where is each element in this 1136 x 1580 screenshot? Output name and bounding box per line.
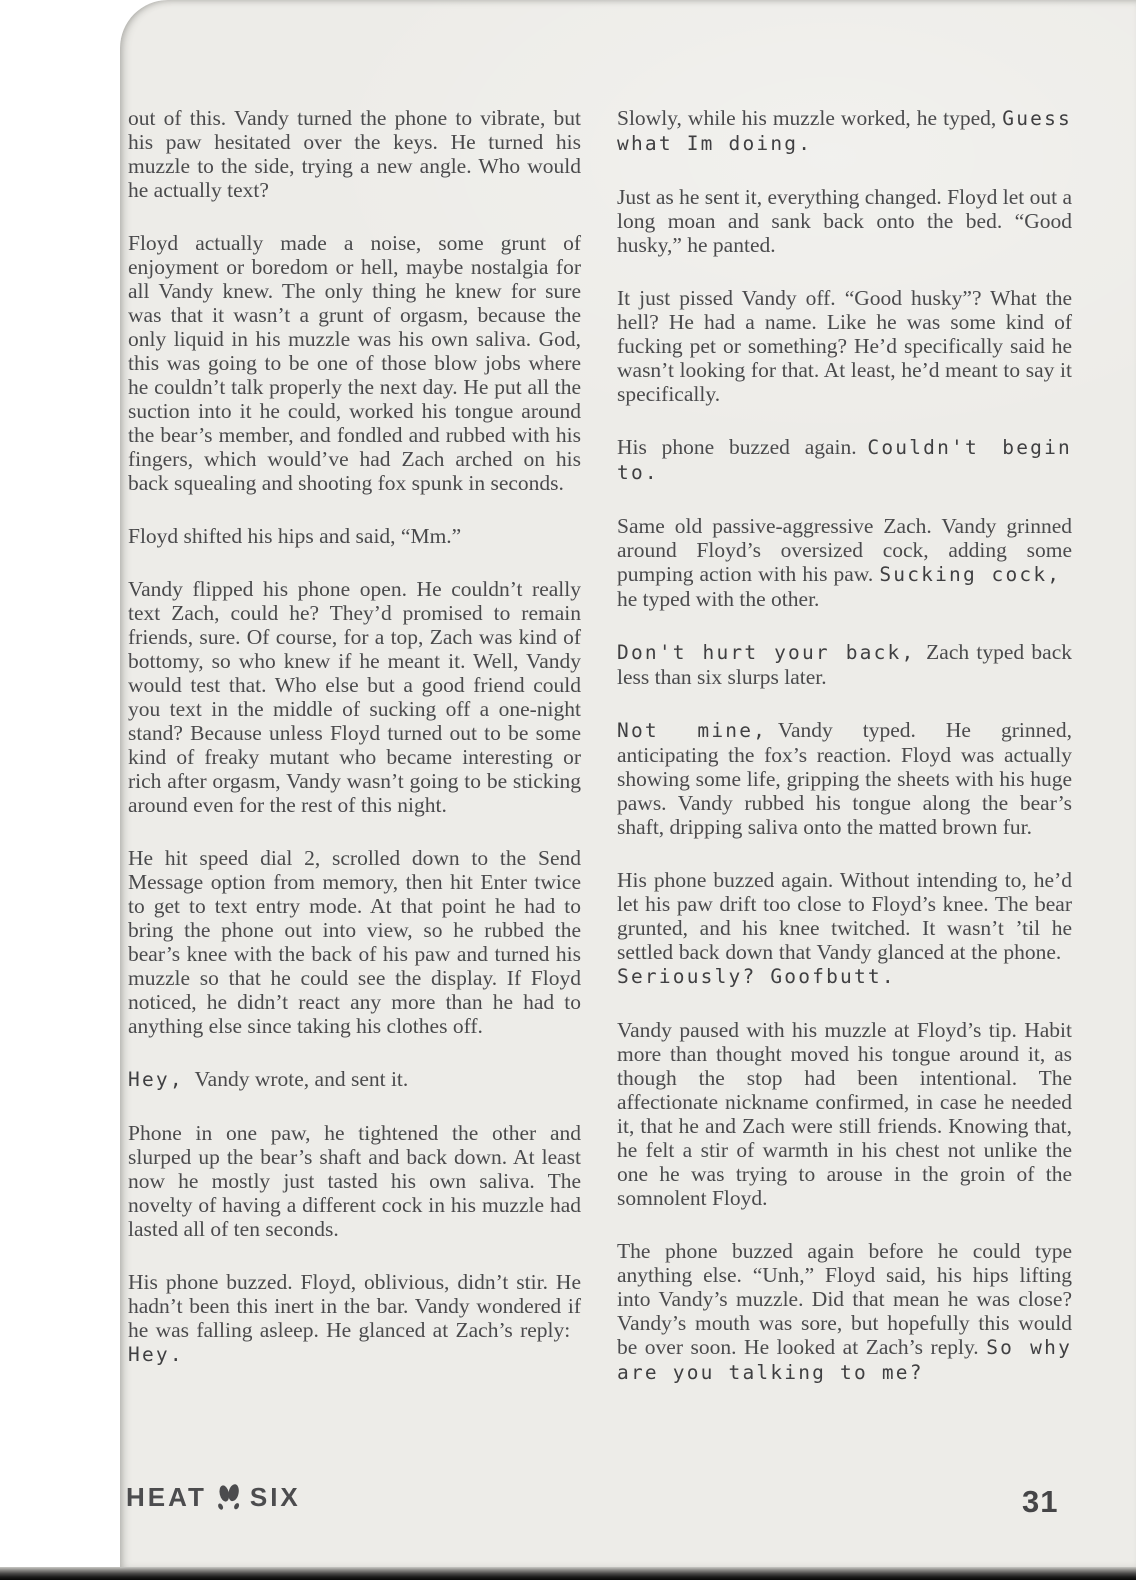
sms-text: Don't hurt your back, [617,641,916,664]
body-text: Zach typed back less than six slurps later. [617,640,1072,689]
body-text: Vandy typed. He grinned, anticipating the fox’s reaction. Floyd was actually showing some life, gripping the sheets with his huge paws. Vandy rubbed his tongue along the bear’s shaft, dripping saliva onto the matted brown fur. [617,718,1072,839]
sms-text: So why are you talking to me? [617,1336,1073,1384]
paragraph [617,435,1072,485]
paragraph [617,1239,1072,1385]
paragraph [128,1067,581,1092]
text-column-right [617,106,1072,1385]
paragraph [128,846,581,1038]
body-text: he typed with the other. [617,562,1072,611]
body-text: He hit speed dial 2, scrolled down to the Send Message option from memory, then hit Enter twice to get to text entry mode. At that point he had to bring the phone out into view, so he rubbed the bear’s knee with the back of his paw and turned his muzzle so that he could see the display. If Floyd noticed, he didn’t react any more than he had to anything else since taking his clothes off. [128,846,581,1038]
paragraph [128,1270,581,1367]
sms-text: Not mine, [617,719,768,742]
paragraph [128,106,581,202]
paragraph [617,106,1072,156]
body-text: Floyd shifted his hips and said, “Mm.” [128,524,462,548]
sms-text: Seriously? Goofbutt. [617,965,896,988]
paragraph [617,868,1072,989]
body-text: His phone buzzed. Floyd, oblivious, didn’t stir. He hadn’t been this inert in the bar. Vandy wondered if he was falling asleep. He glanced at Zach’s reply: [128,1270,581,1342]
body-text: Vandy paused with his muzzle at Floyd’s tip. Habit more than thought moved his tongue around it, as though the stop had been intentional. The affectionate nickname confirmed, in case he needed it, that he and Zach were still friends. Knowing that, he felt a stir of warmth in his chest not unlike the one he was trying to arouse in the groin of the somnolent Floyd. [617,1018,1072,1210]
paragraph [128,231,581,495]
sms-text: Hey. [128,1343,184,1366]
paragraph [617,286,1072,406]
body-text: out of this. Vandy turned the phone to vibrate, but his paw hesitated over the keys. He turned his muzzle to the side, trying a new angle. Who would he actually text? [128,106,581,202]
paragraph [128,1121,581,1241]
hoofprint-icon [216,1484,241,1511]
body-text: Floyd actually made a noise, some grunt of enjoyment or boredom or hell, maybe nostalgia for all Vandy knew. The only thing he knew for sure was that it wasn’t a grunt of orgasm, because the only liquid in his muzzle was his own saliva. God, this was going to be one of those blow jobs where he couldn’t talk properly the next day. He put all the suction into it he could, worked his tongue around the bear’s member, and fondled and rubbed with his fingers, which would’ve had Zach arched on his back squealing and shooting fox spunk in seconds. [128,231,581,495]
body-text: Vandy wrote, and sent it. [183,1067,409,1091]
paragraph [128,577,581,817]
footer-logo-six-label: SIX [249,1481,301,1512]
paragraph [617,640,1072,689]
footer-logo-heat-label: HEAT [126,1481,207,1512]
body-text: Just as he sent it, everything changed. Floyd let out a long moan and sank back onto the bed. “Good husky,” he panted. [617,185,1072,257]
body-text: Same old passive-aggressive Zach. Vandy grinned around Floyd’s oversized cock, adding some pumping action with his paw. [617,514,1072,586]
body-text: Phone in one paw, he tightened the other and slurped up the bear’s shaft and back down. At least now he mostly just tasted his own saliva. The novelty of having a different cock in his muzzle had lasted all of ten seconds. [128,1121,581,1241]
paragraph [617,514,1072,611]
footer-logo [126,1481,301,1513]
body-text: His phone buzzed again. Without intending to, he’d let his paw drift too close to Floyd’s knee. The bear grunted, and his knee twitched. It wasn’t ’til he settled back down that Vandy glanced at the phone. [617,868,1072,964]
paragraph [128,524,581,548]
sms-text: Guess what Im doing. [617,107,1072,155]
body-text: It just pissed Vandy off. “Good husky”? What the hell? He had a name. Like he was some kind of fucking pet or something? He’d specifically said he wasn’t looking for that. At least, he’d meant to say it specifically. [617,286,1072,406]
body-text: Slowly, while his muzzle worked, he typed, [617,106,1003,130]
sms-text: Hey, [128,1068,184,1091]
paragraph [617,718,1072,839]
text-column-left [128,106,581,1367]
sms-text: Sucking cock, [879,563,1062,586]
paragraph [617,1018,1072,1210]
body-text: Vandy flipped his phone open. He couldn’t really text Zach, could he? They’d promised to remain friends, sure. Of course, for a top, Zach was kind of bottomy, so who knew if he meant it. Well, Vandy would test that. Who else but a good friend could you text in the middle of sucking off a one-night stand? Because unless Floyd turned out to be some kind of freaky mutant who became interesting or rich after orgasm, Vandy wasn’t going to be sticking around even for the rest of this night. [128,577,581,817]
paragraph [617,185,1072,257]
page-number: 31 [1022,1484,1059,1519]
book-edge-strip [0,1567,1136,1580]
body-text: His phone buzzed again. [617,435,868,459]
body-text: The phone buzzed again before he could type anything else. “Unh,” Floyd said, his hips lifting into Vandy’s muzzle. Did that mean he was close? Vandy’s mouth was sore, but hopefully this would be over soon. He looked at Zach’s reply. [617,1239,1072,1359]
sms-text: Couldn't begin to. [617,436,1072,484]
